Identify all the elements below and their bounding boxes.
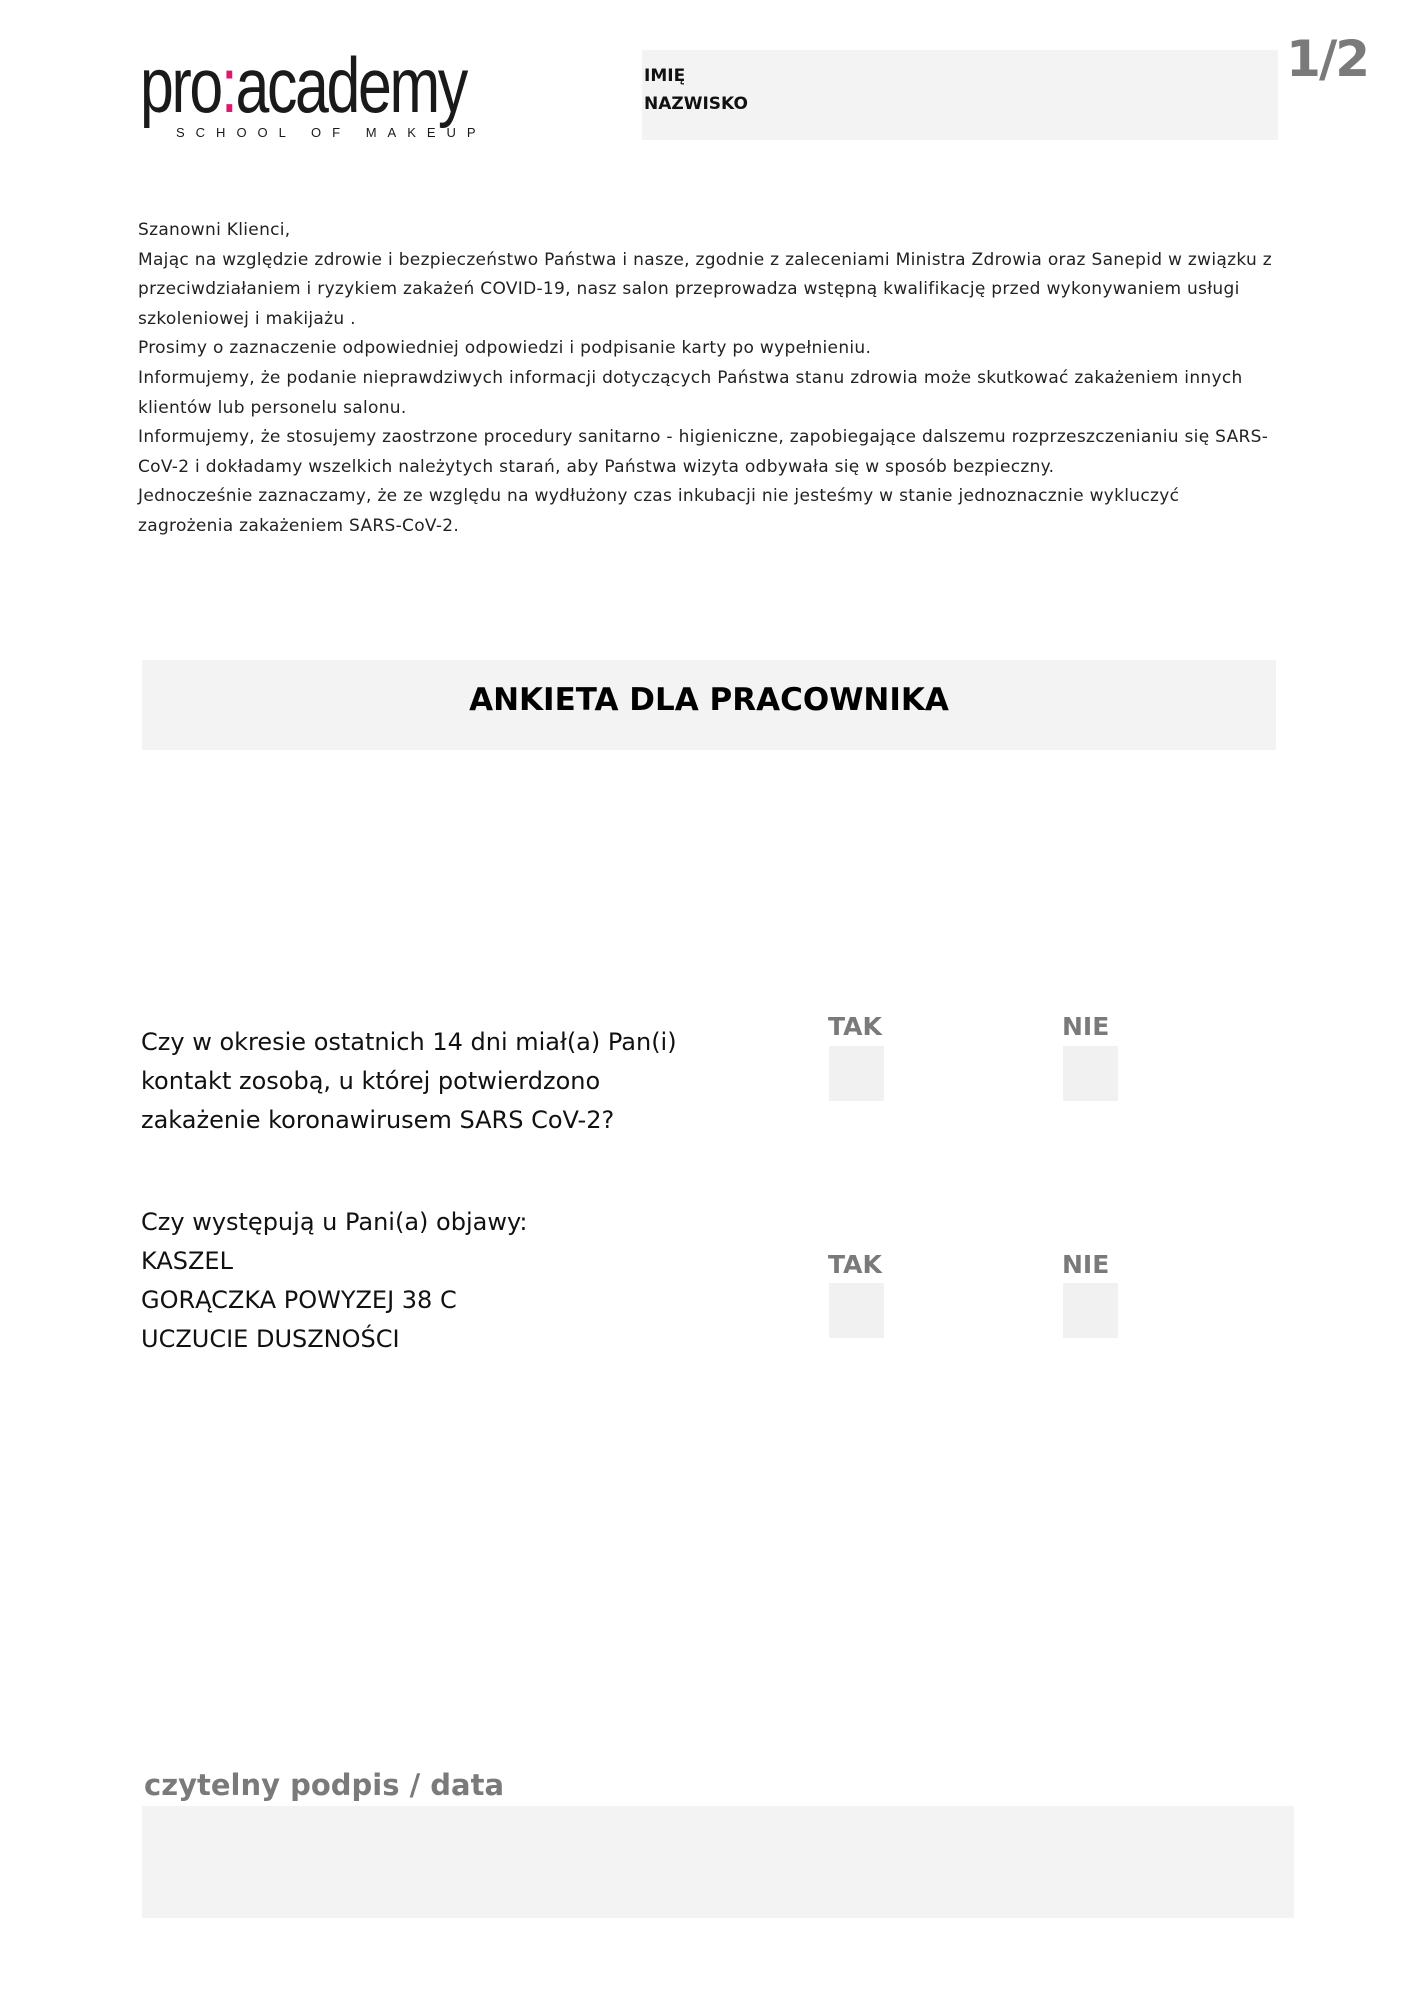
question-2-yes-label: TAK (828, 1250, 882, 1279)
question-1 (141, 1023, 701, 1140)
intro-paragraph: Informujemy, że stosujemy zaostrzone procedury sanitarno - higieniczne, zapobiegające dalszemu rozprzeszczenianiu się SARS-CoV-2 i dokładamy wszelkich należytych starań, aby Państwa wizyta odbywała się w sposób bezpieczny. (138, 427, 1269, 477)
logo-colon: : (220, 41, 236, 129)
intro-text (138, 216, 1278, 542)
signature-label: czytelny podpis / data (144, 1768, 505, 1802)
logo-wordmark (140, 40, 466, 130)
logo-text-academy: academy (235, 41, 466, 129)
symptom-fever: GORĄCZKA POWYZEJ 38 C (141, 1286, 457, 1314)
logo (140, 40, 510, 150)
survey-title: ANKIETA DLA PRACOWNIKA (469, 682, 949, 718)
signature-field[interactable] (142, 1806, 1294, 1918)
intro-paragraph: Informujemy, że podanie nieprawdziwych informacji dotyczących Państwa stanu zdrowia może skutkować zakażeniem innych klientów lub personelu salonu. (138, 367, 1243, 418)
page-number: 1/2 (1286, 30, 1368, 88)
logo-text-pro: pro (140, 41, 221, 129)
intro-paragraph: Jednocześnie zaznaczamy, że ze względu na wydłużony czas inkubacji nie jesteśmy w stanie jednoznacznie wykluczyć zagrożenia zakażeniem SARS-CoV-2. (138, 486, 1180, 536)
logo-subtitle: SCHOOL OF MAKEUP (176, 125, 487, 140)
question-1-no-label: NIE (1062, 1012, 1110, 1041)
symptom-cough: KASZEL (141, 1247, 233, 1275)
question-2-text: Czy występują u Pani(a) objawy: (141, 1208, 528, 1236)
last-name-label: NAZWISKO (644, 94, 748, 114)
intro-paragraph: Szanowni Klienci, (138, 220, 291, 240)
question-2 (141, 1203, 701, 1359)
question-1-yes-checkbox[interactable] (829, 1046, 884, 1101)
name-field-box[interactable] (642, 50, 1278, 140)
question-1-no-checkbox[interactable] (1063, 1046, 1118, 1101)
question-1-yes-label: TAK (828, 1012, 882, 1041)
question-1-text: Czy w okresie ostatnich 14 dni miał(a) Pan(i) kontakt zosobą, u której potwierdzono zakażenie koronawirusem SARS CoV-2? (141, 1028, 677, 1134)
question-2-no-label: NIE (1062, 1250, 1110, 1279)
symptom-dyspnea: UCZUCIE DUSZNOŚCI (141, 1325, 400, 1353)
question-2-yes-checkbox[interactable] (829, 1283, 884, 1338)
question-2-no-checkbox[interactable] (1063, 1283, 1118, 1338)
intro-paragraph: Prosimy o zaznaczenie odpowiedniej odpowiedzi i podpisanie karty po wypełnieniu. (138, 338, 872, 359)
first-name-label: IMIĘ (644, 66, 686, 86)
intro-paragraph: Mając na względzie zdrowie i bezpieczeństwo Państwa i nasze, zgodnie z zaleceniami Ministra Zdrowia oraz Sanepid w związku z przeciwdziałaniem i ryzykiem zakażeń COVID-19, nasz salon przeprowadza wstępną kwalifikację przed wykonywaniem usługi szkoleniowej i makijażu . (138, 249, 1272, 329)
survey-title-box (142, 660, 1276, 750)
